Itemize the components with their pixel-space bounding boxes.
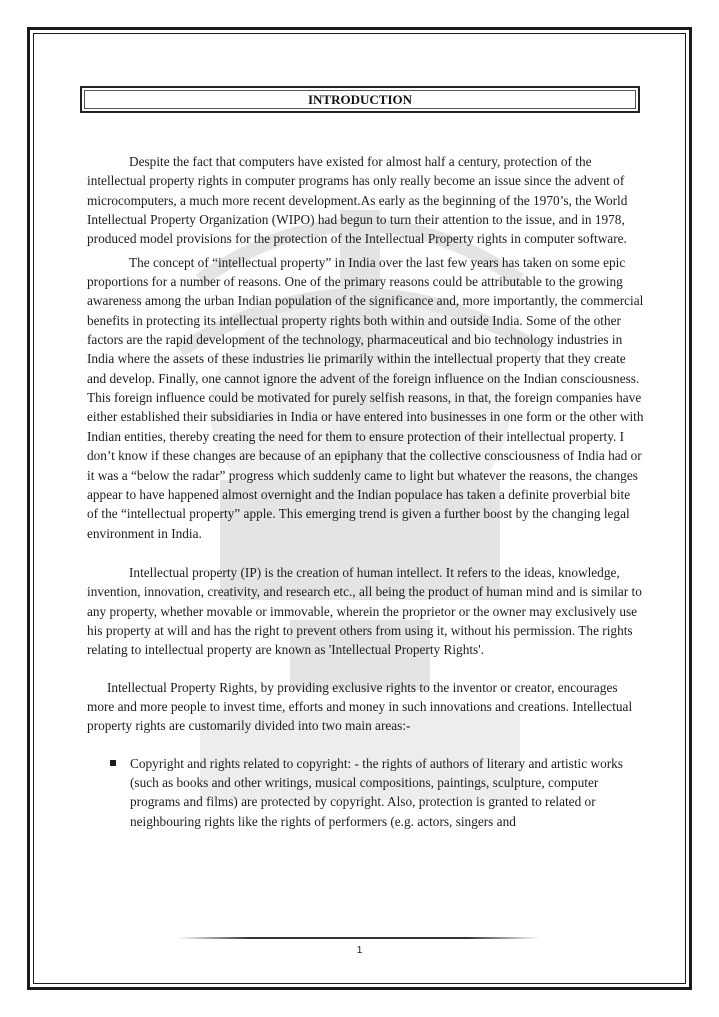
ipr-areas-list — [87, 754, 644, 831]
section-heading: INTRODUCTION — [84, 90, 636, 109]
paragraph-computer-ip-history: Despite the fact that computers have existed for almost half a century, protection of the intellectual property rights in computer programs has only really become an issue since the advent of microcomputers, a much more recent development.As early as the beginning of the 1970’s, the World Intellectual Property Organization (WIPO) had begun to turn their attention to the issue, and in 1978, produced model provisions for the protection of the Intellectual Property rights in computer software. — [87, 154, 628, 247]
list-item-text: Copyright and rights related to copyright: - the rights of authors of literary and artistic works (such as books and other writings, musical compositions, paintings, sculpture, computer programs and films) are protected by copyright. Also, protection is granted to related or neighbouring rights like the rights of performers (e.g. actors, singers and — [130, 755, 623, 829]
section-heading-box — [80, 86, 640, 113]
page-number: 1 — [356, 944, 363, 956]
paragraph-ip-concept-india: The concept of “intellectual property” in India over the last few years has taken on some epic proportions for a number of reasons. One of the primary reasons could be attributable to the growing awareness among the urban Indian population of the significance and, more importantly, the commercial benefits in protecting its intellectual property rights both within and outside India. Some of the other factors are the rapid development of the technology, pharmaceutical and bio technology industries in India where the assets of these industries lie primarily within the intellectual property that they create and develop. Finally, one cannot ignore the advent of the foreign influence on the Indian consciousness. This foreign influence could be motivated for purely selfish reasons, in that, the foreign companies have either established their subsidiaries in India or have entered into businesses in one form or the other with Indian entities, thereby creating the need for them to ensure protection of their intellectual property. I don’t know if these changes are because of an epiphany that the collective consciousness of India had or it was a “below the radar” progress which suddenly came to light but whatever the reasons, the changes appear to have happened almost overnight and the Indian populace has taken a definite proverbial bite of the “intellectual property” apple. This emerging trend is given a further boost by the changing legal environment in India. — [87, 254, 644, 541]
paragraph-ipr-overview: Intellectual Property Rights, by providing exclusive rights to the inventor or creator, encourages more and more people to invest time, efforts and money in such innovations and creations. Intellectual property rights are customarily divided into two main areas:- — [87, 679, 633, 734]
list-item — [87, 754, 644, 831]
paragraph-ip-definition: Intellectual property (IP) is the creation of human intellect. It refers to the ideas, knowledge, invention, innovation, creativity, and research etc., all being the product of human mind and is similar to any property, whether movable or immovable, wherein the proprietor or the owner may exclusively use his property at will and has the right to prevent others from using it, without his permission. The rights relating to intellectual property are known as 'Intellectual Property Rights'. — [87, 564, 642, 658]
body-text — [87, 152, 644, 831]
footer-divider — [178, 937, 540, 939]
square-bullet-icon — [110, 760, 116, 766]
